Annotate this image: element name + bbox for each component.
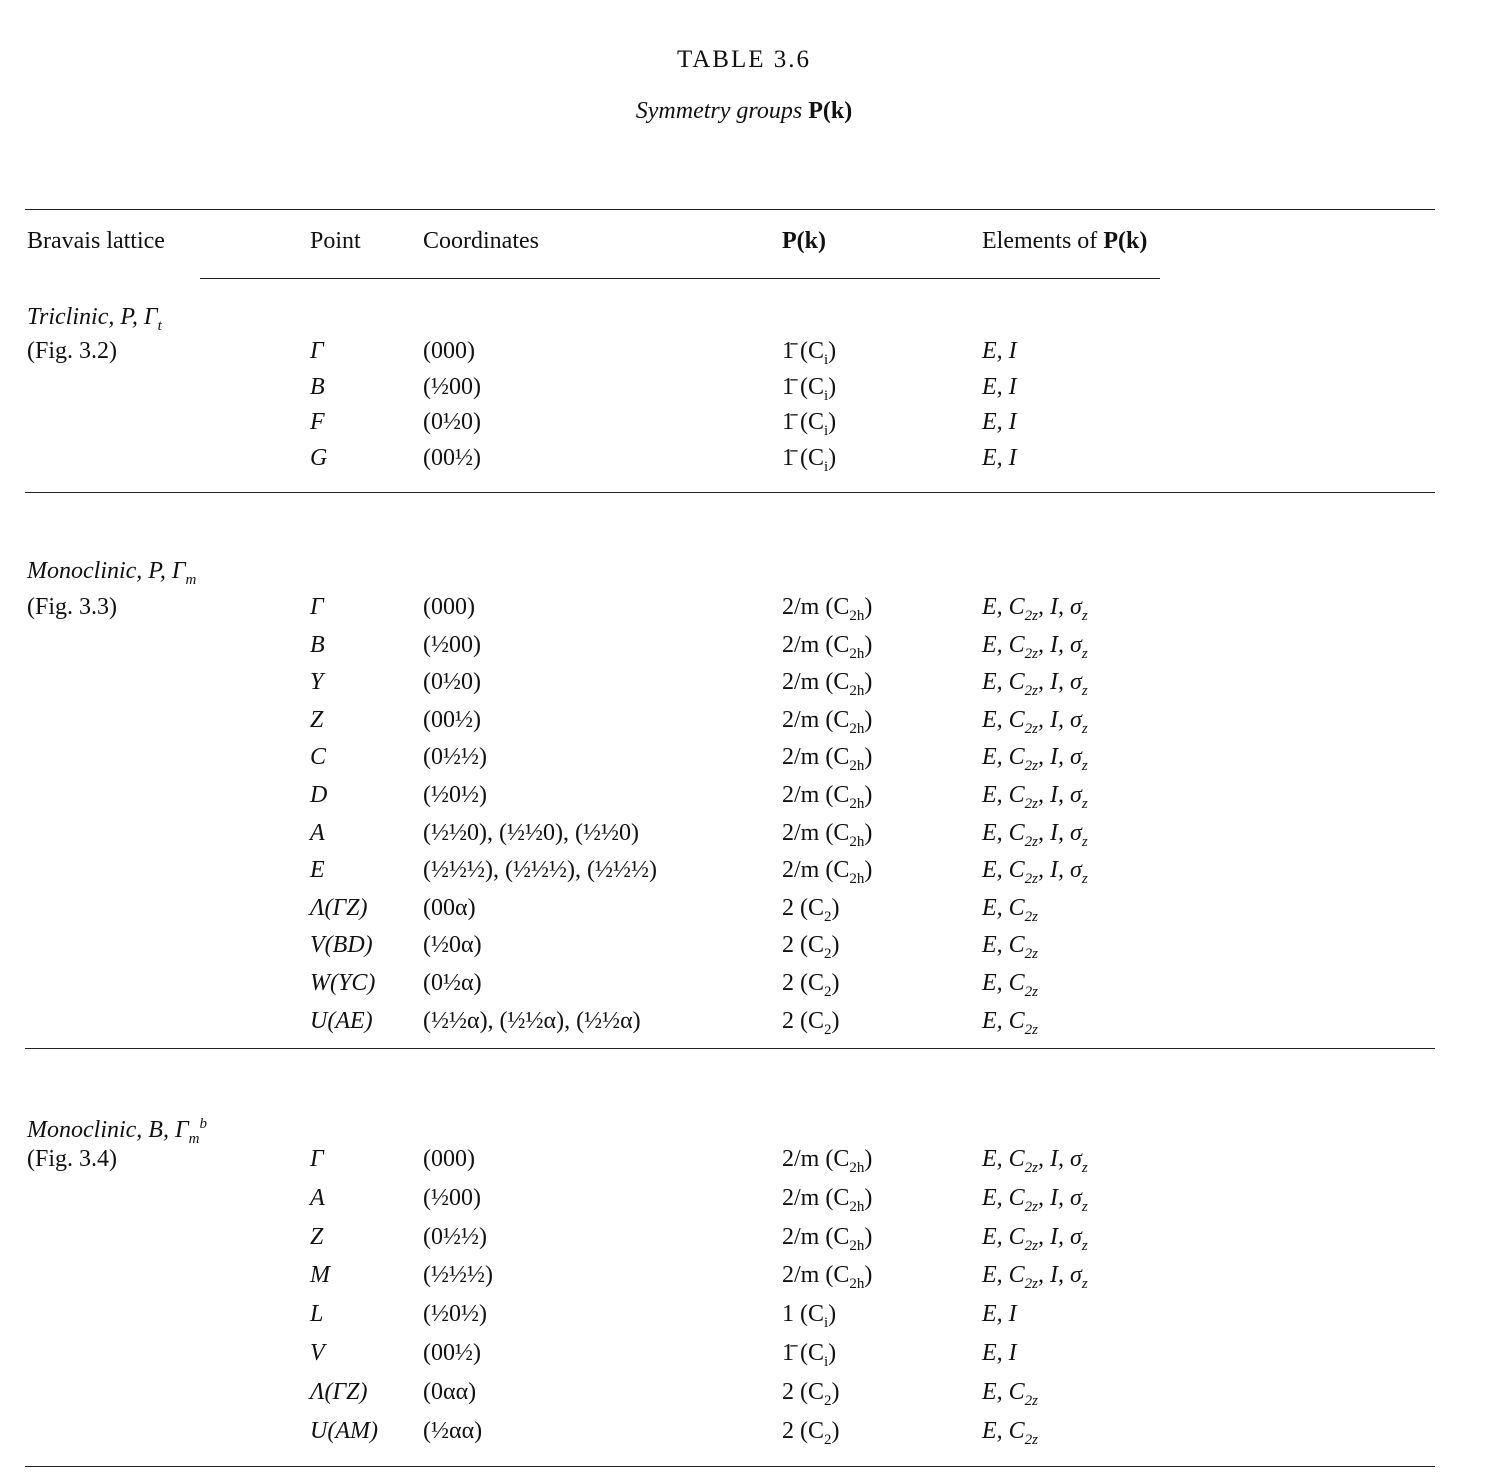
symmetry-point: C bbox=[310, 744, 327, 770]
coordinates: (0½α) bbox=[423, 970, 482, 996]
symmetry-point: B bbox=[310, 632, 325, 658]
symmetry-point: V bbox=[310, 1340, 325, 1366]
symmetry-point: Γ bbox=[310, 594, 324, 620]
group-elements: E, $C_{2z}$ bbox=[982, 1008, 1039, 1038]
coordinates: (½½0), (½½0), (½½0) bbox=[423, 820, 639, 846]
group-elements: E, $C_{2z}$, I, $\sigma_z$ bbox=[982, 782, 1088, 812]
point-group: 1 $(C_i)$ bbox=[782, 1301, 837, 1331]
symmetry-point: W(YC) bbox=[310, 970, 376, 996]
point-group: 1̄ $(C_i)$ bbox=[782, 409, 837, 439]
group-elements: E, $C_{2z}$ bbox=[982, 895, 1039, 925]
point-group: 1̄ $(C_i)$ bbox=[782, 1340, 837, 1370]
point-group: 2/m $(C_{2h})$ bbox=[782, 782, 873, 812]
symmetry-point: Λ(ΓZ) bbox=[310, 895, 368, 921]
section-rule bbox=[25, 1466, 1435, 1467]
coordinates: (½½α), (½½α), (½½α) bbox=[423, 1008, 641, 1034]
col-elements bbox=[982, 228, 1147, 255]
symmetry-point: D bbox=[310, 782, 328, 808]
point-group: 2/m $(C_{2h})$ bbox=[782, 820, 873, 850]
point-group: 2/m $(C_{2h})$ bbox=[782, 744, 873, 774]
coordinates: (00α) bbox=[423, 895, 476, 921]
group-elements: E, $C_{2z}$ bbox=[982, 1418, 1039, 1448]
coordinates: (½½½), (½½½), (½½½) bbox=[423, 857, 657, 883]
group-elements: E, $C_{2z}$ bbox=[982, 932, 1039, 962]
point-group: 2/m $(C_{2h})$ bbox=[782, 707, 873, 737]
group-elements: E, $C_{2z}$ bbox=[982, 970, 1039, 1000]
symmetry-point: V(BD) bbox=[310, 932, 373, 958]
lattice-name: Monoclinic, P, $\Gamma_m$ bbox=[27, 558, 197, 588]
subtitle-text: Symmetry groups bbox=[635, 98, 809, 124]
point-group: 2 $(C_2)$ bbox=[782, 932, 840, 962]
symmetry-point: A bbox=[310, 1185, 325, 1211]
group-elements: E, $C_{2z}$, I, $\sigma_z$ bbox=[982, 744, 1088, 774]
table-subtitle bbox=[0, 98, 1488, 125]
point-group: 2/m $(C_{2h})$ bbox=[782, 1185, 873, 1215]
point-group: 2/m $(C_{2h})$ bbox=[782, 594, 873, 624]
symmetry-point: U(AM) bbox=[310, 1418, 378, 1444]
group-elements: E, I bbox=[982, 1301, 1017, 1327]
group-elements: E, I bbox=[982, 409, 1017, 435]
header-rule bbox=[200, 278, 1160, 279]
point-group: 2/m $(C_{2h})$ bbox=[782, 669, 873, 699]
coordinates: (00½) bbox=[423, 707, 481, 733]
group-elements: E, $C_{2z}$, I, $\sigma_z$ bbox=[982, 1262, 1088, 1292]
col-pk: P(k) bbox=[782, 228, 826, 254]
symmetry-point: M bbox=[310, 1262, 330, 1288]
symmetry-point: Z bbox=[310, 707, 324, 733]
point-group: 2/m $(C_{2h})$ bbox=[782, 632, 873, 662]
point-group: 2 $(C_2)$ bbox=[782, 1008, 840, 1038]
point-group: 2 $(C_2)$ bbox=[782, 1379, 840, 1409]
coordinates: (½0α) bbox=[423, 932, 482, 958]
symmetry-point: L bbox=[310, 1301, 324, 1327]
figure-reference: (Fig. 3.2) bbox=[27, 338, 117, 364]
symmetry-point: A bbox=[310, 820, 325, 846]
group-elements: E, $C_{2z}$, I, $\sigma_z$ bbox=[982, 707, 1088, 737]
symmetry-point: Z bbox=[310, 1224, 324, 1250]
symmetry-point: E bbox=[310, 857, 325, 883]
coordinates: (0½½) bbox=[423, 1224, 487, 1250]
symmetry-point: G bbox=[310, 445, 328, 471]
point-group: 2/m $(C_{2h})$ bbox=[782, 1224, 873, 1254]
lattice-name: Triclinic, P, $\Gamma_t$ bbox=[27, 304, 162, 334]
symmetry-point: B bbox=[310, 374, 325, 400]
group-elements: E, $C_{2z}$, I, $\sigma_z$ bbox=[982, 1185, 1088, 1215]
group-elements: E, $C_{2z}$, I, $\sigma_z$ bbox=[982, 1146, 1088, 1176]
coordinates: (½0½) bbox=[423, 782, 487, 808]
coordinates: (0½0) bbox=[423, 409, 481, 435]
col-coordinates: Coordinates bbox=[423, 228, 539, 254]
lattice-name: Monoclinic, B, $\Gamma_m^b$ bbox=[27, 1116, 207, 1147]
section-rule bbox=[25, 1048, 1435, 1049]
point-group: 2/m $(C_{2h})$ bbox=[782, 857, 873, 887]
group-elements: E, $C_{2z}$ bbox=[982, 1379, 1039, 1409]
table-title: TABLE 3.6 bbox=[676, 46, 812, 73]
coordinates: (½00) bbox=[423, 632, 481, 658]
symmetry-point: F bbox=[310, 409, 325, 435]
coordinates: (000) bbox=[423, 594, 475, 620]
coordinates: (½αα) bbox=[423, 1418, 483, 1444]
group-elements: E, $C_{2z}$, I, $\sigma_z$ bbox=[982, 632, 1088, 662]
group-elements: E, I bbox=[982, 1340, 1017, 1366]
point-group: 2 $(C_2)$ bbox=[782, 895, 840, 925]
col-bravais-lattice: Bravais lattice bbox=[27, 228, 165, 254]
top-rule bbox=[25, 209, 1435, 210]
coordinates: (½00) bbox=[423, 1185, 481, 1211]
col-elements-text: Elements of bbox=[982, 228, 1104, 254]
point-group: 2/m $(C_{2h})$ bbox=[782, 1146, 873, 1176]
group-elements: E, $C_{2z}$, I, $\sigma_z$ bbox=[982, 1224, 1088, 1254]
coordinates: (0½½) bbox=[423, 744, 487, 770]
section-rule bbox=[25, 492, 1435, 493]
group-elements: E, I bbox=[982, 374, 1017, 400]
col-elements-symbol: P(k) bbox=[1103, 228, 1148, 254]
coordinates: (½00) bbox=[423, 374, 481, 400]
symmetry-point: U(AE) bbox=[310, 1008, 373, 1034]
symmetry-point: Y bbox=[310, 669, 324, 695]
figure-reference: (Fig. 3.4) bbox=[27, 1146, 117, 1172]
subtitle-symbol: P(k) bbox=[808, 98, 853, 124]
figure-reference: (Fig. 3.3) bbox=[27, 594, 117, 620]
coordinates: (0αα) bbox=[423, 1379, 477, 1405]
group-elements: E, $C_{2z}$, I, $\sigma_z$ bbox=[982, 820, 1088, 850]
point-group: 1̄ $(C_i)$ bbox=[782, 338, 837, 368]
point-group: 2/m $(C_{2h})$ bbox=[782, 1262, 873, 1292]
coordinates: (000) bbox=[423, 338, 475, 364]
coordinates: (000) bbox=[423, 1146, 475, 1172]
group-elements: E, $C_{2z}$, I, $\sigma_z$ bbox=[982, 594, 1088, 624]
group-elements: E, I bbox=[982, 338, 1017, 364]
point-group: 1̄ $(C_i)$ bbox=[782, 445, 837, 475]
point-group: 1̄ $(C_i)$ bbox=[782, 374, 837, 404]
symmetry-point: Γ bbox=[310, 1146, 324, 1172]
symmetry-point: Λ(ΓZ) bbox=[310, 1379, 368, 1405]
group-elements: E, I bbox=[982, 445, 1017, 471]
group-elements: E, $C_{2z}$, I, $\sigma_z$ bbox=[982, 669, 1088, 699]
point-group: 2 $(C_2)$ bbox=[782, 1418, 840, 1448]
group-elements: E, $C_{2z}$, I, $\sigma_z$ bbox=[982, 857, 1088, 887]
coordinates: (00½) bbox=[423, 1340, 481, 1366]
coordinates: (00½) bbox=[423, 445, 481, 471]
coordinates: (0½0) bbox=[423, 669, 481, 695]
point-group: 2 $(C_2)$ bbox=[782, 970, 840, 1000]
coordinates: (½½½) bbox=[423, 1262, 493, 1288]
col-point: Point bbox=[310, 228, 361, 254]
coordinates: (½0½) bbox=[423, 1301, 487, 1327]
symmetry-point: Γ bbox=[310, 338, 324, 364]
